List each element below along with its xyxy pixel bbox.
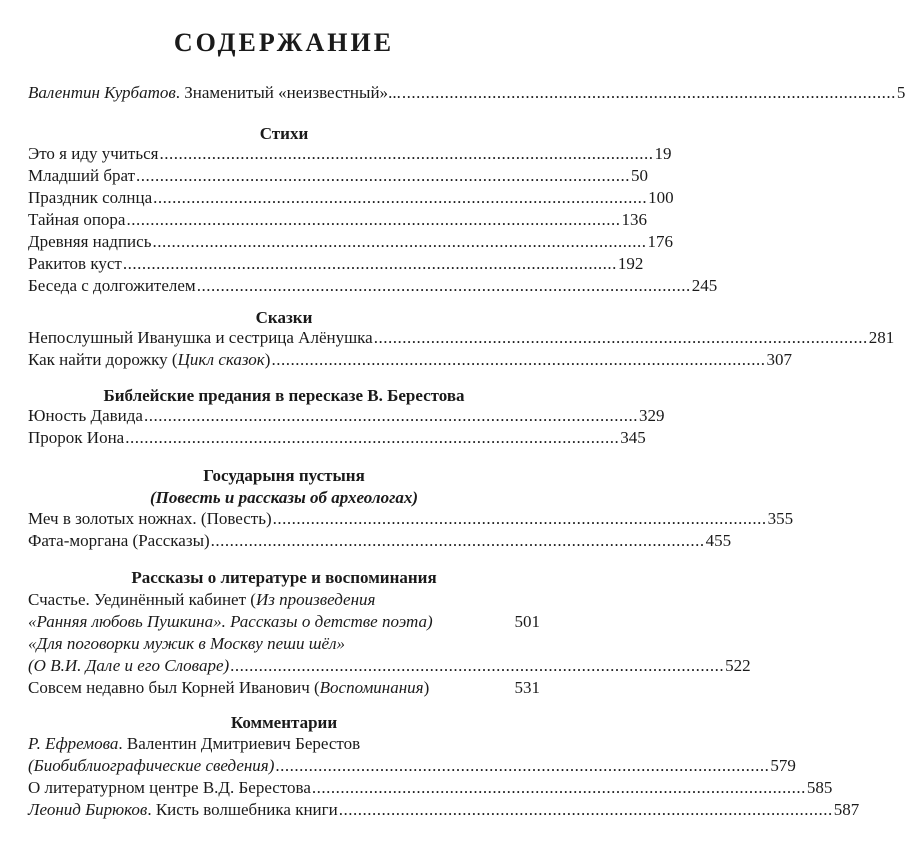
entry-page: 531 [514,678,540,697]
entry-title: Беседа с долгожителем [28,276,196,295]
entry-page: 50 [631,166,649,185]
entry-page: 579 [770,756,796,775]
entry-title: . Валентин Дмитриевич Берестов [118,734,361,753]
entry-page: 307 [766,350,792,369]
entry-page: 245 [691,276,718,295]
toc-entry [28,677,540,698]
entry-title-italic: «Ранняя любовь Пушкина». Рассказы о детстве поэта) [28,612,433,631]
toc-entry [28,777,833,798]
entry-title: Как найти дорожку ( [28,350,178,369]
entry-title: . Кисть волшебника книги [147,800,338,819]
entry-title-end: ) [264,350,271,369]
entry-title: Древняя надпись [28,232,152,251]
entry-page: 5 [896,83,905,102]
leader-dots: ........................................................................................................ [136,166,631,185]
entry-page: 281 [868,328,895,347]
section-heading-rasskazy: Рассказы о литературе и воспоминания [131,568,437,587]
section-heading-bible: Библейские предания в пересказе В. Берестова [103,386,465,405]
entry-page: 345 [620,428,646,447]
toc-entry [28,231,673,252]
toc-entry [28,655,751,676]
entry-page: 329 [638,406,665,425]
entry-page: 176 [647,232,673,251]
toc-entry [28,530,732,551]
entry-page: 192 [617,254,644,273]
entry-title-italic: Цикл сказок [177,350,265,369]
leader-dots: ........................................................................................................ [275,756,770,775]
entry-page: 522 [725,656,751,675]
entry-page: 355 [767,509,794,528]
toc-entry [28,755,796,776]
entry-author: Р. Ефремова [28,734,119,753]
entry-title: Меч в золотых ножнах. (Повесть) [28,509,272,528]
page-title: СОДЕРЖАНИЕ [173,28,395,57]
leader-dots: ........................................................................................................ [125,428,620,447]
entry-title: Тайная опора [28,210,126,229]
entry-title: Юность Давида [28,406,143,425]
section-heading-skazki: Сказки [255,308,313,327]
toc-entry [28,349,792,370]
entry-page: 501 [514,612,540,631]
leader-dots: ........................................................................................................ [401,83,896,102]
entry-page: 136 [621,210,647,229]
entry-title: Младший брат [28,166,136,185]
entry-title-end: ) [423,678,430,697]
toc-entry-intro [28,82,905,103]
toc-entry [28,327,895,348]
entry-title: Фата-моргана (Рассказы) [28,531,210,550]
entry-title: Непослушный Иванушка и сестрица Алёнушка [28,328,373,347]
entry-author: Валентин Курбатов [28,83,176,102]
toc-entry [28,508,794,529]
entry-title-italic: (О В.И. Дале и его Словаре) [28,656,230,675]
leader-dots: ........................................................................................................ [271,350,766,369]
toc-entry [28,611,540,632]
entry-page: 455 [705,531,732,550]
toc-entry [28,187,674,208]
entry-title: . Знаменитый «неизвестный» [175,83,389,102]
entry-title: Праздник солнца [28,188,153,207]
entry-title: Пророк Иона [28,428,125,447]
leader-dots: ........................................................................................................ [122,254,617,273]
entry-title-italic: (Биобиблиографические сведения) [28,756,275,775]
section-heading-pustynya: Государыня пустыня [203,466,365,485]
toc-entry-line [28,733,540,754]
entry-title: Совсем недавно был Корней Иванович ( [28,678,320,697]
leader-dots: ........................................................................................................ [143,406,638,425]
toc-entry [28,799,860,820]
toc-entry [28,143,672,164]
section-heading-komment: Комментарии [230,713,338,732]
leader-dots: ........................................................................................................ [153,188,648,207]
section-subheading-pustynya: (Повесть и рассказы об археологах) [150,488,418,507]
leader-dots: ........................................................................................................ [272,509,767,528]
leader-dots: ........................................................................................................ [126,210,621,229]
toc-entry [28,253,644,274]
entry-author: Леонид Бирюков [28,800,148,819]
entry-title: Ракитов куст [28,254,122,273]
toc-entry [28,275,718,296]
leader-dots: ........................................................................................................ [196,276,691,295]
leader-dots: ........................................................................................................ [152,232,647,251]
entry-ellipsis: ... [388,83,401,102]
toc-entry-line [28,633,540,654]
leader-dots: ........................................................................................................ [373,328,868,347]
entry-title: Это я иду учиться [28,144,159,163]
leader-dots: ........................................................................................................ [338,800,833,819]
toc-entry [28,427,646,448]
entry-title-italic: «Для поговорки мужик в Москву пеши шёл» [28,634,345,653]
entry-title-italic: Из произведения [255,590,376,609]
leader-dots: ........................................................................................................ [210,531,705,550]
toc-entry [28,405,665,426]
entry-title: О литературном центре В.Д. Берестова [28,778,311,797]
leader-dots: ........................................................................................................ [159,144,654,163]
entry-page: 585 [806,778,833,797]
entry-page: 100 [648,188,674,207]
toc-entry [28,209,647,230]
entry-page: 19 [654,144,672,163]
leader-dots: ........................................................................................................ [230,656,725,675]
leader-dots: ........................................................................................................ [311,778,806,797]
entry-page: 587 [833,800,860,819]
toc-entry-line [28,589,540,610]
entry-title-italic: Воспоминания [319,678,424,697]
section-heading-stikhi: Стихи [259,124,309,143]
toc-page [28,0,905,857]
entry-title: Счастье. Уединённый кабинет ( [28,590,256,609]
toc-entry [28,165,649,186]
